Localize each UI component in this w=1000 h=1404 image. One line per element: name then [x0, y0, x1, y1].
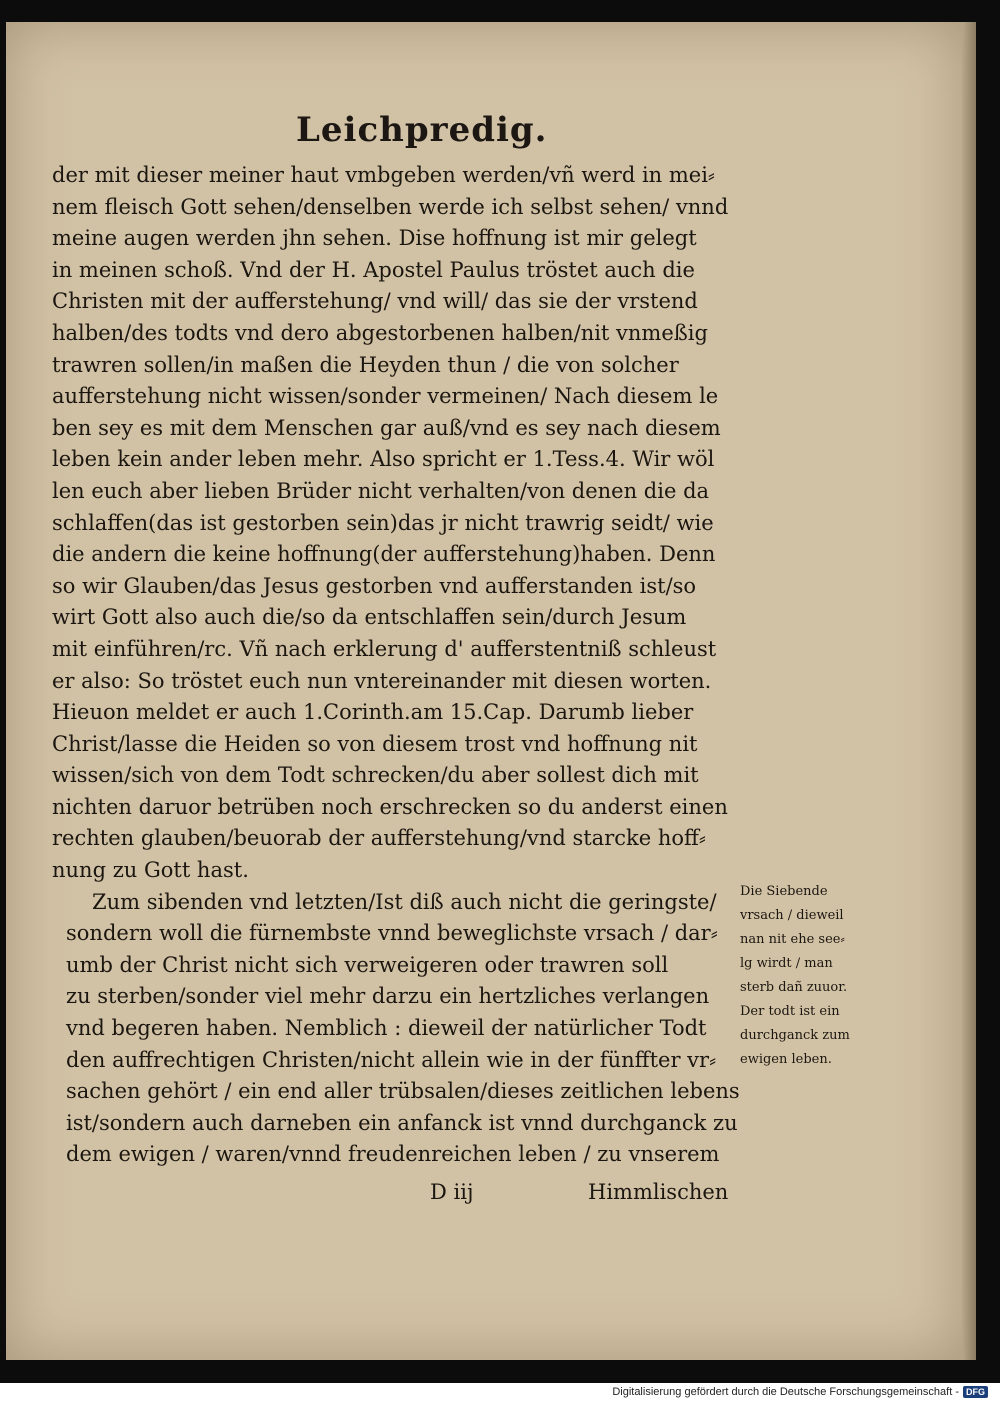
- signature-mark: D iij: [430, 1180, 474, 1204]
- text-line: zu sterben/sonder viel mehr darzu ein hertzliches verlangen: [66, 984, 710, 1009]
- text-line: meine augen werden jhn sehen. Dise hoffnung ist mir gelegt: [52, 226, 697, 251]
- text-line: der mit dieser meiner haut vmbgeben werden/vñ werd in mei⸗: [52, 163, 715, 187]
- text-line: dem ewigen / waren/vnnd freudenreichen leben / zu vnserem: [66, 1142, 720, 1167]
- text-line: aufferstehung nicht wissen/sonder vermeinen/ Nach diesem le: [52, 384, 719, 409]
- text-line: vnd begeren haben. Nemblich : dieweil der natürlicher Todt: [66, 1016, 707, 1041]
- page-edge: [962, 22, 976, 1360]
- text-line: nung zu Gott hast.: [52, 858, 249, 883]
- margin-note-line: Die Siebende: [740, 884, 828, 899]
- text-line: in meinen schoß. Vnd der H. Apostel Paulus tröstet auch die: [52, 257, 695, 282]
- text-line: ist/sondern auch darneben ein anfanck ist vnnd durchganck zu: [66, 1110, 738, 1135]
- text-line: umb der Christ nicht sich verweigeren oder trawren soll: [66, 952, 669, 977]
- text-line: nem fleisch Gott sehen/denselben werde ich selbst sehen/ vnnd: [52, 194, 729, 219]
- text-line: die andern die keine hoffnung(der aufferstehung)haben. Denn: [52, 542, 716, 567]
- running-head: Leichpredig.: [296, 110, 548, 150]
- text-line: sondern woll die fürnembste vnnd beweglichste vrsach / dar⸗: [66, 921, 718, 946]
- margin-note: [740, 880, 880, 1072]
- text-line: Christ/lasse die Heiden so von diesem trost vnd hoffnung nit: [52, 731, 698, 756]
- footer-credit: [612, 1386, 988, 1398]
- text-line: den auffrechtigen Christen/nicht allein wie in der fünffter vr⸗: [66, 1047, 717, 1072]
- text-line: schlaffen(das ist gestorben sein)das jr nicht trawrig seidt/ wie: [52, 510, 714, 535]
- text-line: so wir Glauben/das Jesus gestorben vnd aufferstanden ist/so: [52, 573, 697, 598]
- footer-text: Digitalisierung gefördert durch die Deutsche Forschungsgemeinschaft -: [612, 1386, 959, 1398]
- text-line: rechten glauben/beuorab der aufferstehung/vnd starcke hoff⸗: [52, 826, 706, 851]
- text-line: ben sey es mit dem Menschen gar auß/vnd es sey nach diesem: [52, 415, 721, 440]
- text-line: len euch aber lieben Brüder nicht verhalten/von denen die da: [52, 478, 710, 503]
- text-line: Christen mit der aufferstehung/ vnd will/ das sie der vrstend: [52, 289, 698, 314]
- text-line: halben/des todts vnd dero abgestorbenen halben/nit vnmeßig: [52, 320, 708, 345]
- text-line: Hieuon meldet er auch 1.Corinth.am 15.Cap. Darumb lieber: [52, 700, 694, 725]
- main-text-block: [52, 160, 742, 1171]
- text-line: mit einführen/rc. Vñ nach erklerung d' aufferstentniß schleust: [52, 636, 717, 661]
- catchword: Himmlischen: [588, 1180, 729, 1204]
- text-line: er also: So tröstet euch nun vntereinander mit diesen worten.: [52, 668, 712, 693]
- text-line: sachen gehört / ein end aller trübsalen/dieses zeitlichen lebens: [66, 1079, 740, 1104]
- text-line: trawren sollen/in maßen die Heyden thun / die von solcher: [52, 352, 679, 377]
- margin-note-line: sterb dañ zuuor.: [740, 980, 848, 995]
- text-line: leben kein ander leben mehr. Also spricht er 1.Tess.4. Wir wöl: [52, 447, 715, 472]
- margin-note-line: Der todt ist ein: [740, 1004, 840, 1019]
- margin-note-line: ewigen leben.: [740, 1052, 832, 1067]
- margin-note-line: vrsach / dieweil: [740, 908, 844, 923]
- margin-note-line: lg wirdt / man: [740, 956, 833, 971]
- text-line: nichten daruor betrüben noch erschrecken so du anderst einen: [52, 794, 728, 819]
- margin-note-line: durchganck zum: [740, 1028, 850, 1043]
- text-line: Zum sibenden vnd letzten/Ist diß auch nicht die geringste/: [92, 889, 717, 914]
- text-line: wissen/sich von dem Todt schrecken/du aber sollest dich mit: [52, 763, 699, 788]
- text-line: wirt Gott also auch die/so da entschlaffen sein/durch Jesum: [52, 605, 687, 630]
- dfg-logo: DFG: [963, 1386, 988, 1398]
- margin-note-line: nan nit ehe see⸗: [740, 932, 845, 947]
